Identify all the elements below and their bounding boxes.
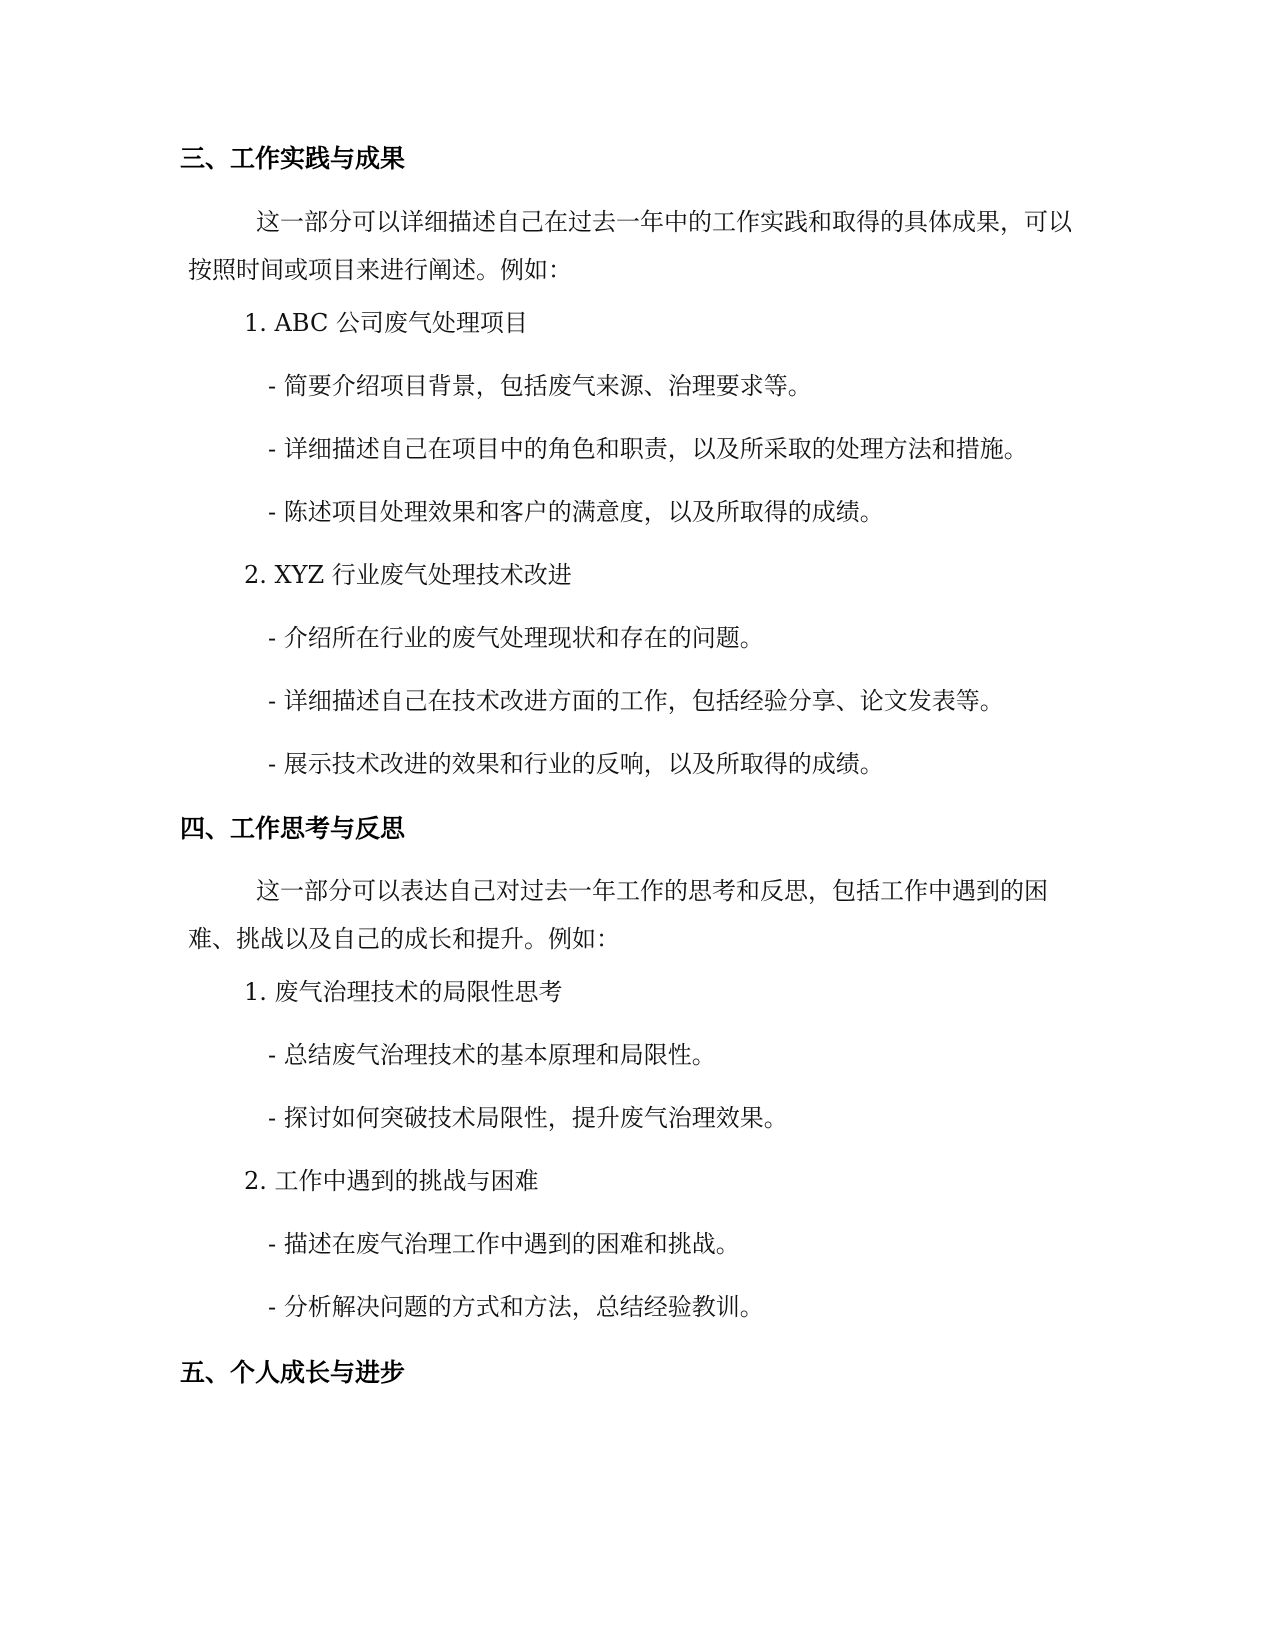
- section-intro: 这一部分可以表达自己对过去一年工作的思考和反思，包括工作中遇到的困难、挑战以及自己的成长和提升。例如：: [188, 877, 1048, 953]
- list-item-point: - 探讨如何突破技术局限性，提升废气治理效果。: [268, 1104, 788, 1132]
- list-item-point: - 详细描述自己在技术改进方面的工作，包括经验分享、论文发表等。: [268, 687, 1004, 715]
- section-intro: 这一部分可以详细描述自己在过去一年中的工作实践和取得的具体成果，可以按照时间或项目来进行阐述。例如：: [188, 208, 1072, 284]
- section-heading: 五、个人成长与进步: [180, 1358, 406, 1387]
- list-item-point: - 详细描述自己在项目中的角色和职责，以及所采取的处理方法和措施。: [268, 435, 1028, 463]
- list-item-point: - 简要介绍项目背景，包括废气来源、治理要求等。: [268, 372, 812, 400]
- list-item-point: - 描述在废气治理工作中遇到的困难和挑战。: [268, 1230, 740, 1258]
- list-item-title: 2. 工作中遇到的挑战与困难: [244, 1167, 539, 1195]
- list-item-title: 1. ABC 公司废气处理项目: [244, 309, 528, 337]
- section-heading: 四、工作思考与反思: [180, 814, 406, 843]
- list-item-point: - 分析解决问题的方式和方法，总结经验教训。: [268, 1293, 764, 1321]
- list-item-point: - 陈述项目处理效果和客户的满意度，以及所取得的成绩。: [268, 498, 884, 526]
- list-item-point: - 总结废气治理技术的基本原理和局限性。: [268, 1041, 716, 1069]
- list-item-title: 2. XYZ 行业废气处理技术改进: [244, 561, 572, 589]
- section-heading: 三、工作实践与成果: [180, 144, 406, 173]
- list-item-point: - 展示技术改进的效果和行业的反响，以及所取得的成绩。: [268, 750, 884, 778]
- list-item-point: - 介绍所在行业的废气处理现状和存在的问题。: [268, 624, 764, 652]
- list-item-title: 1. 废气治理技术的局限性思考: [244, 978, 563, 1006]
